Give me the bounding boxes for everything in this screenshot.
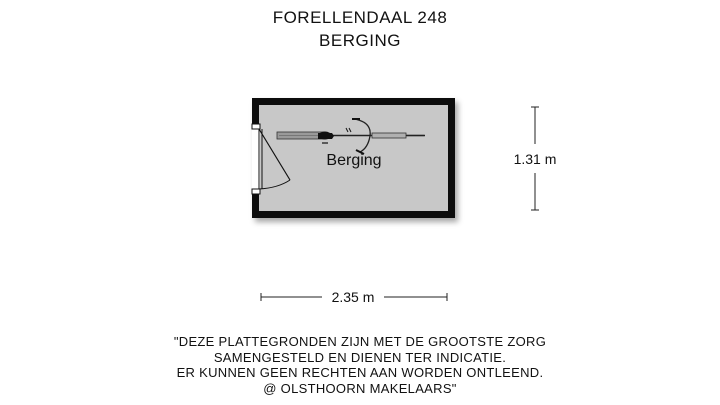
floor-title: BERGING bbox=[319, 31, 401, 50]
height-label: 1.31 m bbox=[513, 151, 557, 167]
width-label: 2.35 m bbox=[331, 289, 375, 305]
disclaimer-line: ER KUNNEN GEEN RECHTEN AAN WORDEN ONTLEEND. bbox=[176, 365, 544, 380]
disclaimer bbox=[0, 334, 720, 396]
disclaimer-line: "DEZE PLATTEGRONDEN ZIJN MET DE GROOTSTE ZORG bbox=[173, 334, 547, 349]
disclaimer-line: @ OLSTHOORN MAKELAARS" bbox=[263, 380, 457, 396]
address-title: FORELLENDAAL 248 bbox=[272, 8, 448, 27]
disclaimer-line: SAMENGESTELD EN DIENEN TER INDICATIE. bbox=[213, 349, 507, 365]
room-label: Berging bbox=[326, 152, 382, 169]
